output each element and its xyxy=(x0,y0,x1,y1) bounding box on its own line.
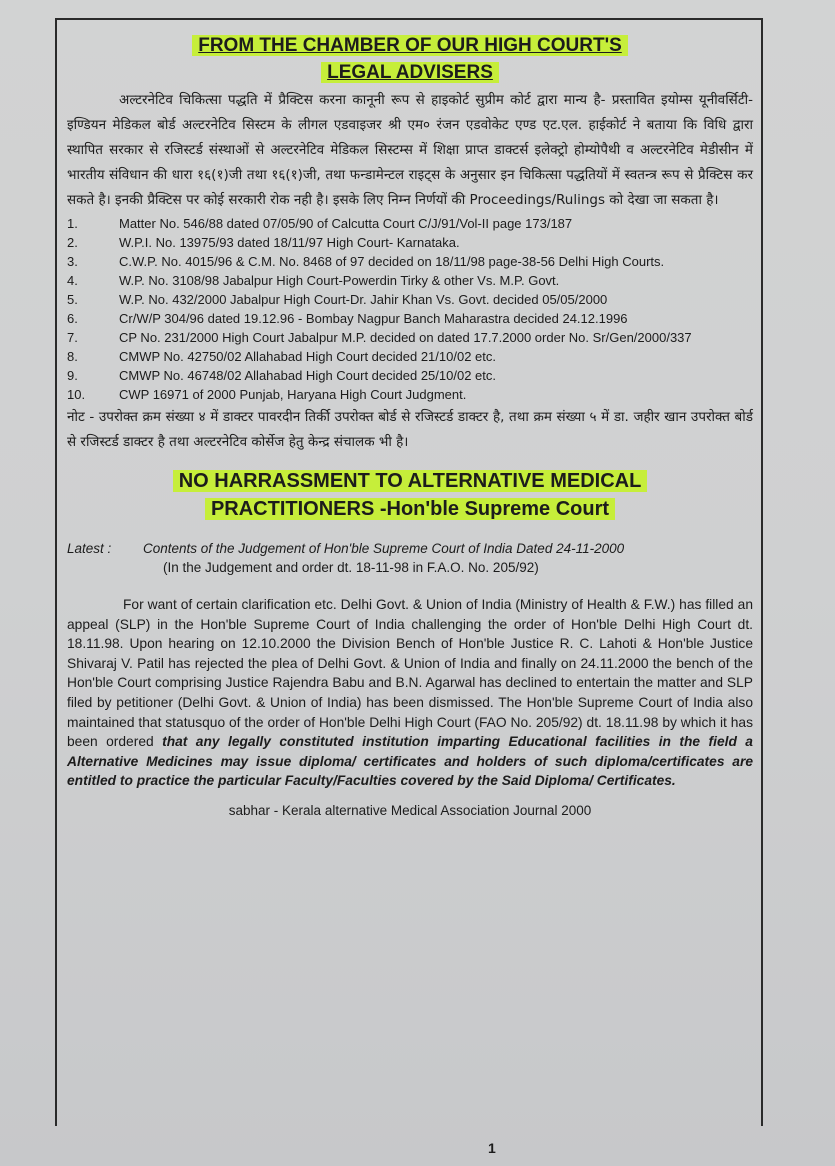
ruling-item xyxy=(67,386,753,404)
ruling-number: 6. xyxy=(67,311,78,326)
body-plain-text: For want of certain clarification etc. Delhi Govt. & Union of India (Ministry of Health & F.W.) has filled an appeal (SLP) in the Hon'ble Supreme Court of India challenging the order of Hon'ble Delhi High Court dt. 18.11.98. Upon hearing on 12.10.2000 the Division Bench of Hon'ble Justice R. C. Lahoti & Hon'ble Justice Shivaraj V. Patil has rejected the plea of Delhi Govt. & Union of India and finally on 24.11.2000 the bench of the Hon'ble Court comprising Justice Rajendra Babu and B.N. Agarwal has declined to entertain the matter and SLP filed by petitioner (Delhi Govt. & Union of India) has been dismissed. The Hon'ble Supreme Court of India also maintained that statusquo of the order of Hon'ble Delhi High Court (FAO No. 205/92) dt. 18.11.98 by which it has been ordered xyxy=(67,597,753,750)
ruling-number: 2. xyxy=(67,235,78,250)
ruling-text: CMWP No. 46748/02 Allahabad High Court decided 25/10/02 etc. xyxy=(119,368,496,383)
latest-label: Latest : xyxy=(67,541,112,556)
ruling-number: 4. xyxy=(67,273,78,288)
ruling-text: CWP 16971 of 2000 Punjab, Haryana High Court Judgment. xyxy=(119,387,467,402)
page-frame xyxy=(55,18,763,1126)
ruling-item xyxy=(67,253,753,271)
ruling-item xyxy=(67,367,753,385)
ruling-item xyxy=(67,291,753,309)
ruling-item xyxy=(67,348,753,366)
ruling-item xyxy=(67,215,753,233)
ruling-text: W.P. No. 432/2000 Jabalpur High Court-Dr. Jahir Khan Vs. Govt. decided 05/05/2000 xyxy=(119,292,608,307)
heading-legal-advisers xyxy=(67,32,753,86)
ruling-text: CP No. 231/2000 High Court Jabalpur M.P. decided on dated 17.7.2000 order No. Sr/Gen/2000/337 xyxy=(119,330,692,345)
ruling-number: 8. xyxy=(67,349,78,364)
ruling-number: 9. xyxy=(67,368,78,383)
ruling-text: C.W.P. No. 4015/96 & C.M. No. 8468 of 97 decided on 18/11/98 page-38-56 Delhi High Courts. xyxy=(119,254,665,269)
heading2-line2: PRACTITIONERS -Hon'ble Supreme Court xyxy=(205,498,615,520)
judgement-body xyxy=(67,595,753,791)
ruling-text: Matter No. 546/88 dated 07/05/90 of Calcutta Court C/J/91/Vol-II page 173/187 xyxy=(119,216,573,231)
heading1-line1: FROM THE CHAMBER OF OUR HIGH COURT'S xyxy=(192,35,628,56)
ruling-item xyxy=(67,234,753,252)
rulings-list xyxy=(67,215,753,404)
ruling-number: 5. xyxy=(67,292,78,307)
note-hindi-paragraph: नोट - उपरोक्त क्रम संख्या ४ में डाक्टर पावरदीन तिर्की उपरोक्त बोर्ड से रजिस्टर्ड डाक्टर है, तथा क्रम संख्या ५ में डा. जहीर खान उपरोक्त बोर्ड से रजिस्टर्ड डाक्टर है तथा अल्टरनेटिव कोर्सेज हेतु केन्द्र संचालक भी है। xyxy=(67,409,753,450)
ruling-text: W.P. No. 3108/98 Jabalpur High Court-Powerdin Tirky & other Vs. M.P. Govt. xyxy=(119,273,560,288)
ruling-text: CMWP No. 42750/02 Allahabad High Court decided 21/10/02 etc. xyxy=(119,349,496,364)
latest-block xyxy=(67,539,753,558)
ruling-item xyxy=(67,329,753,347)
source-credit: sabhar - Kerala alternative Medical Association Journal 2000 xyxy=(228,802,592,818)
ruling-number: 7. xyxy=(67,330,78,345)
ruling-text: Cr/W/P 304/96 dated 19.12.96 - Bombay Nagpur Banch Maharastra decided 24.12.1996 xyxy=(119,311,628,326)
ruling-number: 10. xyxy=(67,387,86,402)
ruling-item xyxy=(67,272,753,290)
body-emphasis-text: that any legally constituted institution imparting Educational facilities in the field a Alternative Medicines may issue diploma/ certificates and holders of such diploma/certificates are entitled to practice the particular Faculty/Faculties covered by the Said Diploma/ Certificates. xyxy=(67,734,753,789)
heading-no-harrassment xyxy=(67,467,753,523)
intro-hindi-paragraph: अल्टरनेटिव चिकित्सा पद्धति में प्रैक्टिस करना कानूनी रूप से हाइकोर्ट सुप्रीम कोर्ट द्वारा मान्य है- प्रस्तावित इयोम्स यूनीवर्सिटी-इण्डियन मेडिकल बोर्ड अल्टरनेटिव सिस्टम के लीगल एडवाइजर श्री एम० रंजन एडवोकेट एण्ड एट.एल. हाईकोर्ट ने बताया कि विधि द्वारा स्थापित सरकार से रजिस्टर्ड संस्थाओं से अल्टरनेटिव मेडिकल सिस्टम्स में शिक्षा प्राप्त डाक्टर्स इलेक्ट्रो होम्योपैथी व अल्टरनेटिव मेडीसीन में भारतीय संविधान की धारा १६(१)जी तथा १६(१)जी, तथा फन्डामेन्टल राइट्स के अनुसार इन चिकित्सा पद्धतियों में स्वतन्त्र रूप से प्रैक्टिस कर सकते है। इनकी प्रैक्टिस पर कोई सरकारी रोक नही है। इसके लिए निम्न निर्णयों की Proceedings/Rulings को देखा जा सकता है। xyxy=(67,92,753,208)
latest-text: Contents of the Judgement of Hon'ble Supreme Court of India Dated 24-11-2000 xyxy=(143,541,625,556)
heading2-line1: NO HARRASSMENT TO ALTERNATIVE MEDICAL xyxy=(173,470,648,492)
ruling-number: 3. xyxy=(67,254,78,269)
ruling-text: W.P.I. No. 13975/93 dated 18/11/97 High Court- Karnataka. xyxy=(119,235,460,250)
ruling-item xyxy=(67,310,753,328)
ruling-number: 1. xyxy=(67,216,78,231)
page-number: 1 xyxy=(488,1140,496,1156)
judgement-reference: (In the Judgement and order dt. 18-11-98 in F.A.O. No. 205/92) xyxy=(163,560,539,575)
heading1-line2: LEGAL ADVISERS xyxy=(321,62,499,83)
